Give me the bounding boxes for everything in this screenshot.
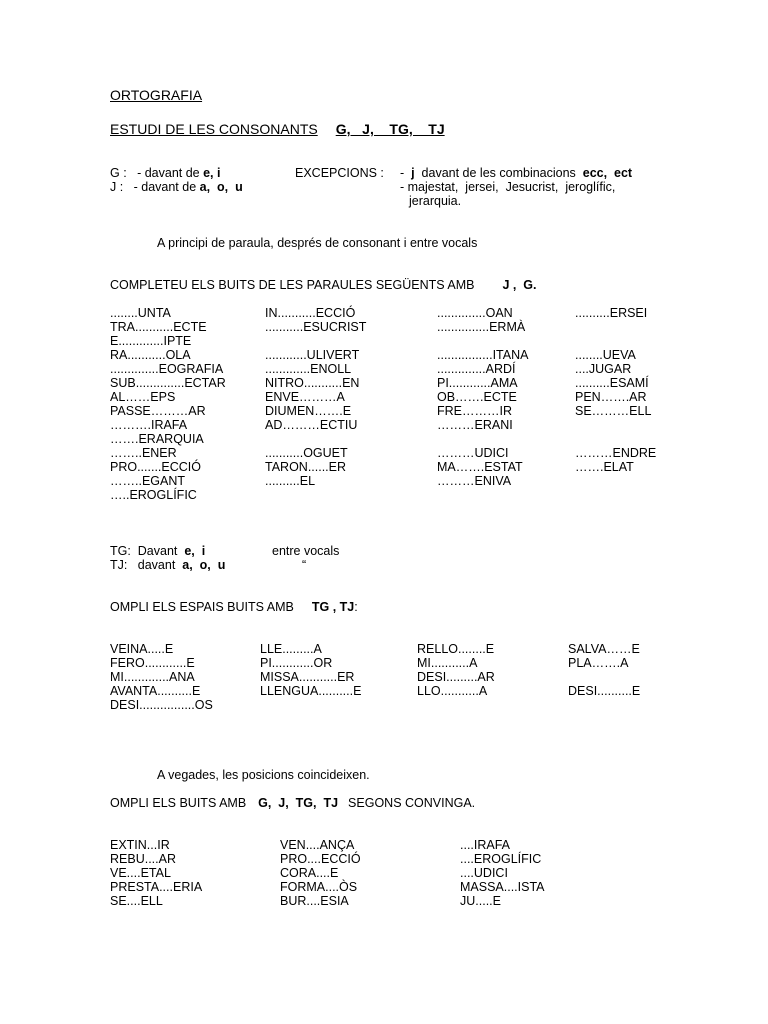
exception-1-j: j (411, 166, 415, 180)
rule-tj (110, 558, 225, 572)
subtitle-letters: G, J, TG, TJ (335, 121, 445, 137)
rule-j-label: J : - davant de (110, 180, 200, 194)
blank-word: ...........ESUCRIST (265, 320, 367, 334)
blank-word: VEINA.....E (110, 642, 174, 656)
rule-j-vowels: a, o, u (199, 180, 243, 194)
exceptions-label: EXCEPCIONS : (295, 166, 384, 180)
blank-word: …..EROGLÍFIC (110, 488, 197, 502)
exercise-2-instruction (110, 600, 358, 614)
blank-word: DIUMEN…….E (265, 404, 352, 418)
blank-word: BUR....ESIA (280, 894, 349, 908)
blank-word: CORA....E (280, 866, 339, 880)
blank-word: LLENGUA..........E (260, 684, 362, 698)
blank-word: REBU....AR (110, 852, 176, 866)
exception-1-dash: - (400, 166, 412, 180)
blank-word: NITRO...........EN (265, 376, 360, 390)
blank-word: OB…….ECTE (437, 390, 517, 404)
blank-word: FERO............E (110, 656, 195, 670)
rule-j (110, 180, 243, 194)
blank-word: SUB..............ECTAR (110, 376, 226, 390)
exercise-1-instruction (110, 278, 537, 292)
blank-word: MASSA....ISTA (460, 880, 545, 894)
subtitle-text: ESTUDI DE LES CONSONANTS (110, 121, 318, 137)
blank-word: ..............EOGRAFIA (110, 362, 224, 376)
blank-word: PI............OR (260, 656, 333, 670)
blank-word: ENVE………A (265, 390, 345, 404)
blank-word: TARON......ER (265, 460, 347, 474)
blank-word: ………ENIVA (437, 474, 512, 488)
blank-word: ....EROGLÍFIC (460, 852, 542, 866)
blank-word: E.............IPTE (110, 334, 192, 348)
blank-word: ..............OAN (437, 306, 513, 320)
blank-word: SE………ELL (575, 404, 652, 418)
blank-word: MISSA...........ER (260, 670, 355, 684)
blank-word: FORMA....ÒS (280, 880, 358, 894)
blank-word: .............ENOLL (265, 362, 352, 376)
exercise-3-text: OMPLI ELS BUITS AMB (110, 796, 247, 810)
blank-word: ....IRAFA (460, 838, 511, 852)
rule-tj-vowels: a, o, u (182, 558, 226, 572)
exercise-2-colon: : (354, 600, 358, 614)
blank-word: SE....ELL (110, 894, 163, 908)
blank-word: AVANTA..........E (110, 684, 201, 698)
blank-word: PLA…….A (568, 656, 629, 670)
blank-word: PRESTA....ERIA (110, 880, 203, 894)
rule-tj-note: “ (302, 558, 307, 572)
blank-word: ...............ERMÀ (437, 320, 526, 334)
blank-word: VE....ETAL (110, 866, 171, 880)
blank-word: PRO.......ECCIÓ (110, 460, 201, 474)
blank-word: MI.............ANA (110, 670, 195, 684)
blank-word: LLO...........A (417, 684, 488, 698)
blank-word: MA…….ESTAT (437, 460, 523, 474)
rule-g-vowels: e, i (203, 166, 221, 180)
blank-word: ..........ESAMÍ (575, 376, 649, 390)
rule-tj-label: TJ: davant (110, 558, 183, 572)
blank-word: EXTIN...IR (110, 838, 170, 852)
blank-word: …….ERARQUIA (110, 432, 204, 446)
blank-word: ....UDICI (460, 866, 508, 880)
exercise-3-letters: G, J, TG, TJ (258, 796, 339, 810)
blank-word: PEN…….AR (575, 390, 647, 404)
blank-word: …….ELAT (575, 460, 634, 474)
blank-word: PRO....ECCIÓ (280, 852, 361, 866)
blank-word: AL……EPS (110, 390, 176, 404)
exception-1 (400, 166, 632, 180)
exercise-3-instruction (110, 796, 475, 810)
blank-word: ....JUGAR (575, 362, 632, 376)
blank-word: RELLO........E (417, 642, 495, 656)
rule-g-label: G : - davant de (110, 166, 204, 180)
blank-word: ........UEVA (575, 348, 636, 362)
blank-word: RA...........OLA (110, 348, 191, 362)
rule-tg (110, 544, 205, 558)
blank-word: ........UNTA (110, 306, 171, 320)
rule-tg-label: TG: Davant (110, 544, 185, 558)
blank-word: ..............ARDÍ (437, 362, 516, 376)
blank-word: ……..EGANT (110, 474, 186, 488)
exception-2: - majestat, jersei, Jesucrist, jeroglífic, (400, 180, 616, 194)
blank-word: ...........OGUET (265, 446, 348, 460)
page-title: ORTOGRAFIA (110, 87, 203, 103)
blank-word: ……..ENER (110, 446, 177, 460)
blank-word: ..........EL (265, 474, 316, 488)
exercise-1-letters: J , G. (502, 278, 537, 292)
blank-word: DESI.........AR (417, 670, 495, 684)
exercise-3-suffix: SEGONS CONVINGA. (348, 796, 476, 810)
exception-1-text: davant de les combinacions (414, 166, 583, 180)
blank-word: JU.....E (460, 894, 501, 908)
exercise-2-text: OMPLI ELS ESPAIS BUITS AMB (110, 600, 294, 614)
blank-word: DESI..........E (568, 684, 641, 698)
blank-word: PI............AMA (437, 376, 518, 390)
subtitle (110, 121, 445, 137)
blank-word: MI...........A (417, 656, 478, 670)
rule-tg-note: entre vocals (272, 544, 340, 558)
blank-word: ................ITANA (437, 348, 529, 362)
blank-word: ………ENDRE (575, 446, 657, 460)
blank-word: FRE………IR (437, 404, 512, 418)
blank-word: SALVA……E (568, 642, 640, 656)
note-coincide: A vegades, les posicions coincideixen. (157, 768, 370, 782)
exception-1-combinations: ecc, ect (582, 166, 633, 180)
blank-word: ……….IRAFA (110, 418, 188, 432)
blank-word: ..........ERSEI (575, 306, 648, 320)
blank-word: ………ERANI (437, 418, 513, 432)
note-position: A principi de paraula, després de consonant i entre vocals (157, 236, 478, 250)
exercise-1-text: COMPLETEU ELS BUITS DE LES PARAULES SEGÜENTS AMB (110, 278, 475, 292)
blank-word: ............ULIVERT (265, 348, 360, 362)
exception-3: jerarquia. (409, 194, 462, 208)
blank-word: IN...........ECCIÓ (265, 306, 356, 320)
blank-word: ………UDICI (437, 446, 509, 460)
blank-word: VEN....ANÇA (280, 838, 355, 852)
blank-word: PASSE………AR (110, 404, 206, 418)
blank-word: LLE.........A (260, 642, 322, 656)
rule-tg-vowels: e, i (184, 544, 206, 558)
blank-word: DESI................OS (110, 698, 213, 712)
exercise-2-letters: TG , TJ (311, 600, 355, 614)
blank-word: AD………ECTIU (265, 418, 358, 432)
rule-g (110, 166, 220, 180)
blank-word: TRA...........ECTE (110, 320, 207, 334)
